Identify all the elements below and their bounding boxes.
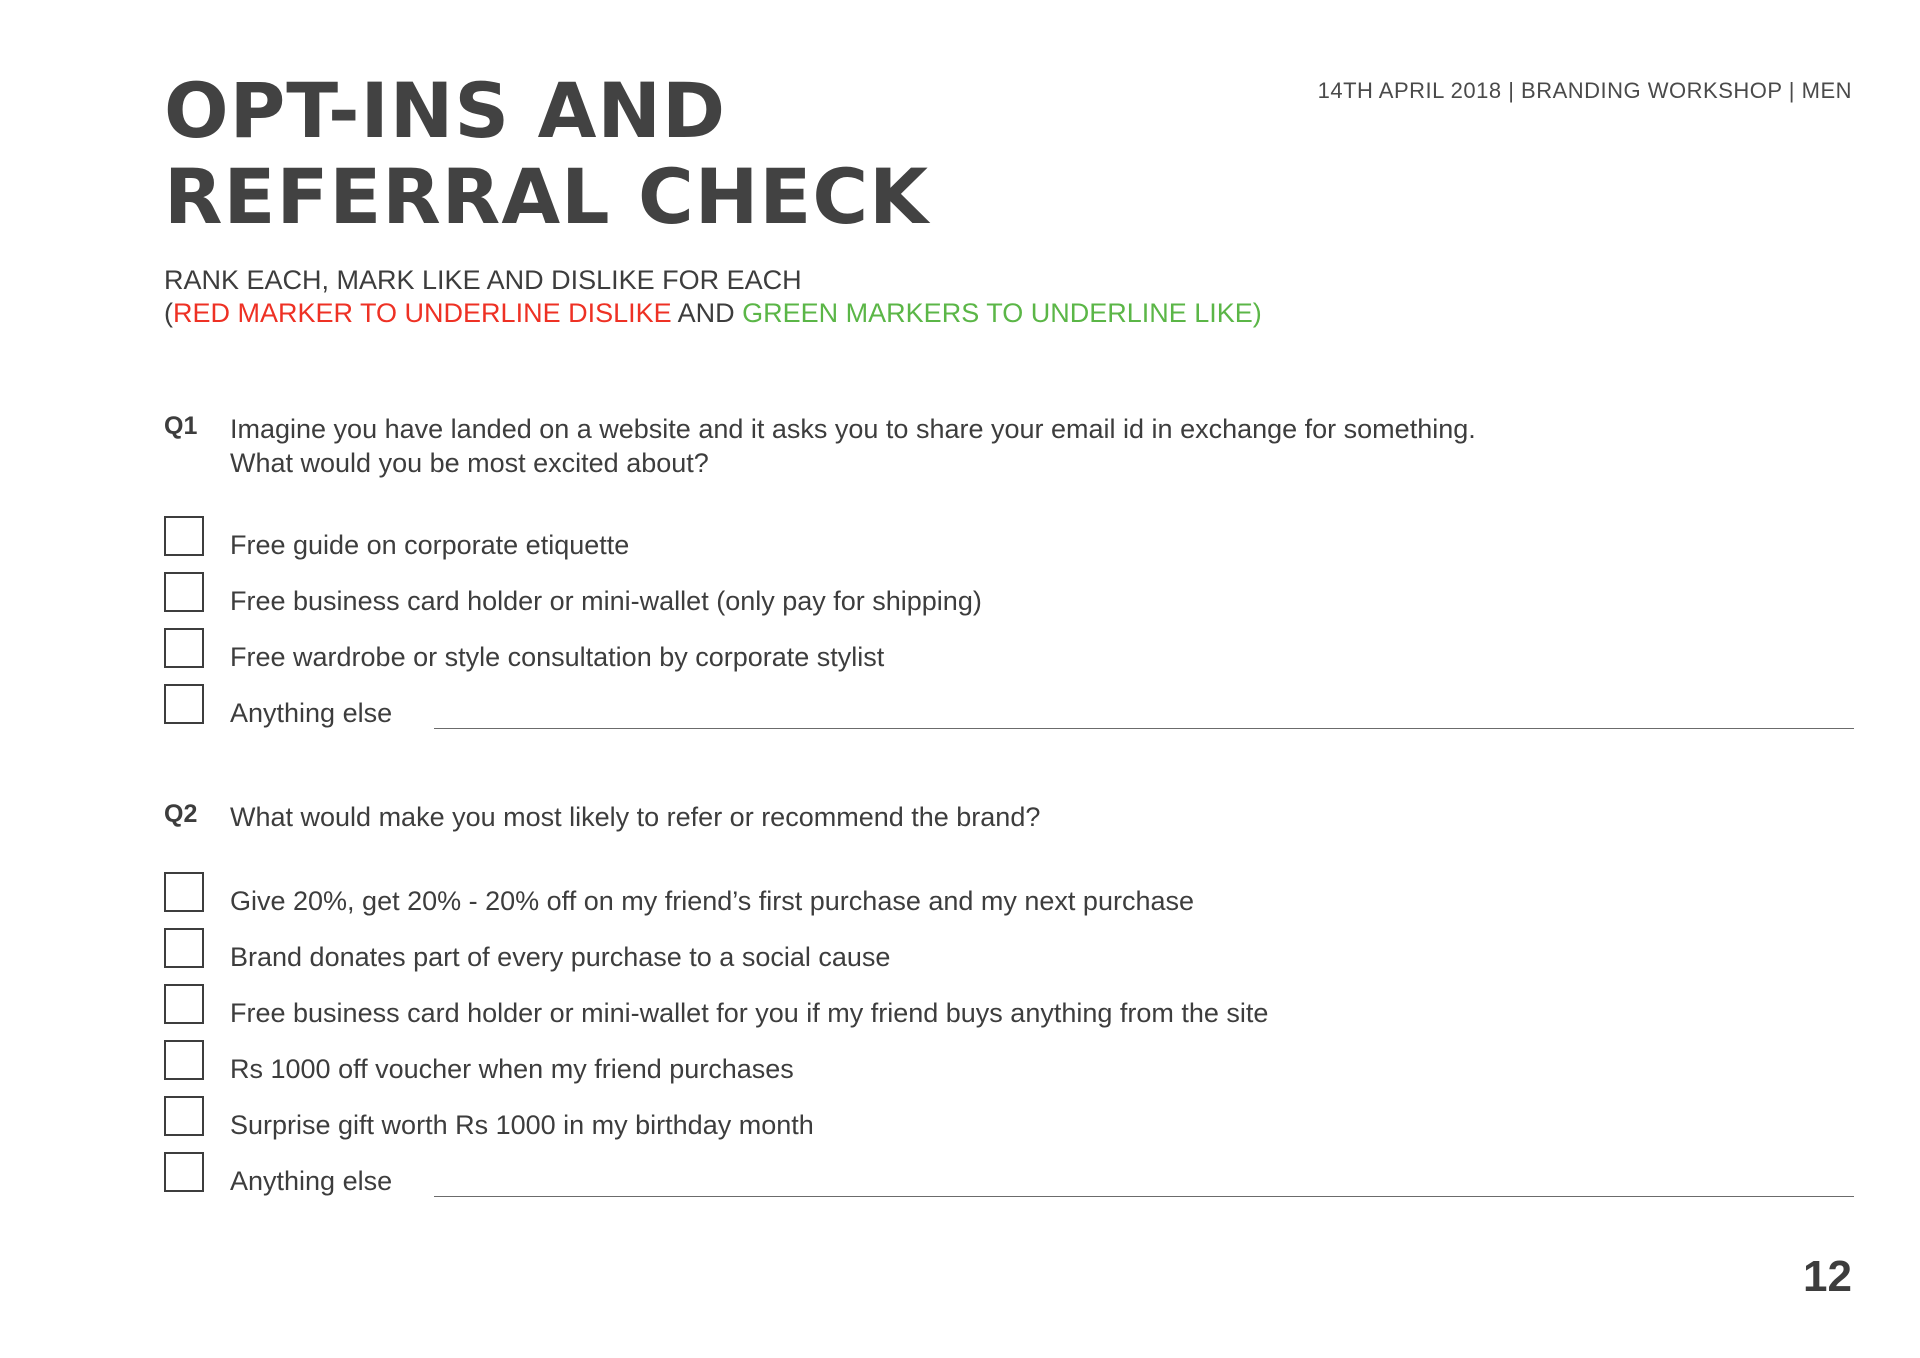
q2-option-4-checkbox[interactable]	[164, 1040, 204, 1080]
q2-option-3-label: Free business card holder or mini-wallet for you if my friend buys anything from the site	[230, 998, 1269, 1028]
page-title-line-2: REFERRAL CHECK	[164, 152, 929, 241]
instructions-line-2	[164, 297, 1262, 330]
q1-option-2-checkbox[interactable]	[164, 572, 204, 612]
instructions-line-1: RANK EACH, MARK LIKE AND DISLIKE FOR EACH	[164, 265, 802, 295]
q2-option-2-label: Brand donates part of every purchase to a social cause	[230, 942, 891, 972]
page-title-line-1: OPT-INS AND	[164, 66, 727, 155]
q2-option-1-label: Give 20%, get 20% - 20% off on my friend’s first purchase and my next purchase	[230, 886, 1194, 916]
q1-option-2	[164, 572, 1854, 618]
page-title	[164, 68, 929, 240]
q1-option-1-checkbox[interactable]	[164, 516, 204, 556]
q2-option-2	[164, 928, 1854, 974]
q2-option-6	[164, 1152, 1854, 1198]
q1-option-4	[164, 684, 1854, 730]
question-1-text-line-1: Imagine you have landed on a website and it asks you to share your email id in exchange for something.	[230, 414, 1476, 444]
question-1-text-line-2: What would you be most excited about?	[230, 448, 709, 478]
q1-option-3-label: Free wardrobe or style consultation by corporate stylist	[230, 642, 885, 672]
header-meta: 14TH APRIL 2018 | BRANDING WORKSHOP | MEN	[1317, 78, 1852, 103]
page-number: 12	[1803, 1252, 1852, 1301]
q2-option-3	[164, 984, 1854, 1030]
q2-option-5-checkbox[interactable]	[164, 1096, 204, 1136]
question-2-label: Q2	[164, 800, 198, 828]
q2-option-1-checkbox[interactable]	[164, 872, 204, 912]
q2-option-6-label: Anything else	[230, 1166, 393, 1196]
instructions-open-paren: (	[164, 298, 173, 328]
q2-option-5	[164, 1096, 1854, 1142]
instructions	[164, 264, 1262, 330]
q1-option-3	[164, 628, 1854, 674]
q2-option-1	[164, 872, 1854, 918]
q2-option-5-label: Surprise gift worth Rs 1000 in my birthday month	[230, 1110, 814, 1140]
q2-option-6-checkbox[interactable]	[164, 1152, 204, 1192]
q2-anything-else-line[interactable]	[434, 1196, 1854, 1197]
question-1-text	[230, 412, 1830, 480]
q2-option-3-checkbox[interactable]	[164, 984, 204, 1024]
question-1-label: Q1	[164, 412, 198, 440]
q1-option-4-checkbox[interactable]	[164, 684, 204, 724]
q1-option-2-label: Free business card holder or mini-wallet (only pay for shipping)	[230, 586, 982, 616]
q1-option-3-checkbox[interactable]	[164, 628, 204, 668]
q2-option-4-label: Rs 1000 off voucher when my friend purchases	[230, 1054, 794, 1084]
q1-anything-else-line[interactable]	[434, 728, 1854, 729]
instructions-red-text: RED MARKER TO UNDERLINE DISLIKE	[173, 298, 672, 328]
q2-option-2-checkbox[interactable]	[164, 928, 204, 968]
q1-option-1	[164, 516, 1854, 562]
instructions-and-text: AND	[671, 298, 743, 328]
q2-option-4	[164, 1040, 1854, 1086]
question-2-text: What would make you most likely to refer or recommend the brand?	[230, 802, 1041, 832]
q1-option-1-label: Free guide on corporate etiquette	[230, 530, 630, 560]
q1-option-4-label: Anything else	[230, 698, 393, 728]
instructions-green-text: GREEN MARKERS TO UNDERLINE LIKE)	[742, 298, 1262, 328]
